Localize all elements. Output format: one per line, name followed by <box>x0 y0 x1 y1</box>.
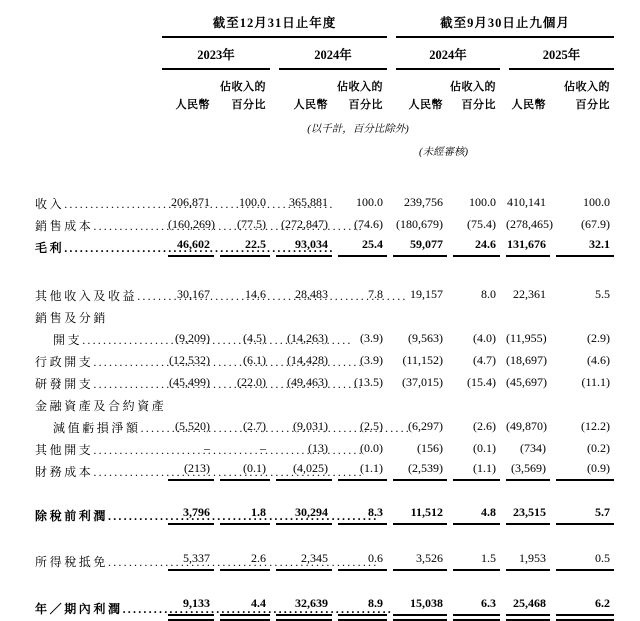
currency-header: 人民幣 <box>408 99 444 111</box>
cell-value: (49,463) <box>287 375 328 389</box>
table-row <box>35 214 614 236</box>
cell-value: 3,796 <box>168 505 214 525</box>
cell-value: (160,269) <box>168 217 215 231</box>
cell-value: (5,520) <box>175 419 210 433</box>
cell-value: 206,871 <box>171 195 210 209</box>
cell-value: (77.5) <box>237 217 266 231</box>
cell-value: 25.4 <box>338 237 387 257</box>
cell-value: 25,468 <box>506 596 550 621</box>
cell-value: 2.6 <box>220 551 270 571</box>
cell-value: (11,152) <box>402 353 444 367</box>
cell-value: (156) <box>417 441 444 455</box>
table-row <box>35 460 614 482</box>
row-label: 年／期內利潤 <box>35 602 123 616</box>
cell-value: 5.7 <box>556 505 614 525</box>
note-units-row <box>35 112 614 137</box>
cell-value: (67.9) <box>581 217 611 231</box>
currency-header: 人民幣 <box>511 99 547 111</box>
cell-value: 15,038 <box>393 596 447 621</box>
row-label: 減值虧損淨額 <box>53 420 141 435</box>
cell-value: 8.9 <box>338 596 387 621</box>
currency-header: 人民幣 <box>293 99 328 111</box>
period-group-9m <box>387 6 614 38</box>
row-label: 行政開支 <box>35 354 94 369</box>
spacer-row <box>35 258 614 284</box>
table-row <box>35 596 614 621</box>
cell-value: 7.8 <box>368 287 384 301</box>
cell-value: 5,337 <box>168 551 214 571</box>
table-row <box>35 372 614 394</box>
cell-value: (13) <box>308 441 328 455</box>
cell-value: 1.5 <box>453 551 500 571</box>
cell-value: 0.5 <box>556 551 614 571</box>
header-period-row <box>35 6 614 38</box>
table-row <box>35 284 614 306</box>
table-row <box>35 350 614 372</box>
period-group-fy <box>162 6 387 38</box>
cell-value: (4,025) <box>276 461 332 481</box>
cell-value: (1.1) <box>338 461 387 481</box>
row-label: 其他開支 <box>35 442 94 457</box>
pct-header-line2: 百分比 <box>575 99 611 111</box>
empty-corner-cell <box>35 6 162 38</box>
header-subrow-pct2 <box>35 94 614 112</box>
cell-value: 4.4 <box>220 596 270 621</box>
table-row <box>35 236 614 258</box>
cell-value: 22,361 <box>513 287 547 301</box>
cell-value: 100.0 <box>583 195 611 209</box>
row-label: 收入 <box>35 196 65 211</box>
cell-value: 30,167 <box>177 287 210 301</box>
cell-value: (2.5) <box>360 419 384 433</box>
cell-value: 410,141 <box>507 195 547 209</box>
cell-value: – <box>204 441 210 455</box>
row-label: 開支 <box>53 332 83 347</box>
cell-value: 4.8 <box>453 505 500 525</box>
cell-value: (4.5) <box>243 331 266 345</box>
cell-value: (9,031) <box>293 419 328 433</box>
cell-value: (45,697) <box>506 375 548 389</box>
row-label: 除稅前利潤 <box>35 508 109 523</box>
cell-value: (180,679) <box>396 217 444 231</box>
cell-value: 22.5 <box>220 237 270 257</box>
table-row <box>35 416 614 438</box>
cell-value: (13.5) <box>354 375 384 389</box>
cell-value: (278,465) <box>506 217 554 231</box>
dot-leader <box>108 555 378 570</box>
header-year-row <box>35 38 614 70</box>
pct-header-line1: 佔收入的 <box>220 81 266 93</box>
cell-value: 23,515 <box>506 505 550 525</box>
cell-value: 46,602 <box>168 237 214 257</box>
year-col-2025-9m: 2025年 <box>500 38 614 70</box>
year-col-2024-9m: 2024年 <box>387 38 500 70</box>
cell-value: (11,955) <box>506 331 547 345</box>
cell-value: (74.6) <box>354 217 384 231</box>
currency-header: 人民幣 <box>175 99 210 111</box>
cell-value: (3.9) <box>360 353 384 367</box>
cell-value: (3.9) <box>360 331 384 345</box>
cell-value: (272,847) <box>281 217 328 231</box>
table-row <box>35 328 614 350</box>
cell-value: 11,512 <box>393 505 447 525</box>
cell-value: (75.4) <box>467 217 497 231</box>
row-label: 銷售及分銷 <box>35 310 109 325</box>
cell-value: 6.2 <box>556 596 614 621</box>
cell-value: (12.2) <box>581 419 611 433</box>
cell-value: 59,077 <box>393 237 447 257</box>
row-label: 毛利 <box>35 240 65 255</box>
cell-value: (45,499) <box>169 375 210 389</box>
cell-value: (0.0) <box>360 441 384 455</box>
table-row <box>35 306 614 328</box>
spacer-row <box>35 526 614 550</box>
cell-value: (15.4) <box>467 375 497 389</box>
period-group-9m-title: 截至9月30日止九個月 <box>396 6 614 38</box>
table-row <box>35 394 614 416</box>
cell-value: (9,563) <box>408 331 444 345</box>
cell-value: (4.6) <box>587 353 611 367</box>
cell-value: (11.1) <box>581 375 611 389</box>
units-note: (以千計，百分比除外) <box>307 124 409 135</box>
cell-value: (2,539) <box>393 461 447 481</box>
cell-value: 365,881 <box>289 195 328 209</box>
pct-header-line2: 百分比 <box>461 99 497 111</box>
table-row <box>35 504 614 526</box>
cell-value: 0.6 <box>338 551 387 571</box>
cell-value: 8.3 <box>338 505 387 525</box>
cell-value: (2.7) <box>243 419 266 433</box>
cell-value: (4.7) <box>473 353 497 367</box>
header-subrow-pct1 <box>35 70 614 94</box>
cell-value: 93,034 <box>276 237 332 257</box>
row-label: 其他收入及收益 <box>35 288 138 303</box>
cell-value: (0.1) <box>220 461 270 481</box>
table-row <box>35 550 614 572</box>
cell-value: (6.1) <box>243 353 266 367</box>
cell-value: (22.0) <box>237 375 266 389</box>
row-label: 所得稅抵免 <box>35 554 109 569</box>
cell-value: 5.5 <box>595 287 611 301</box>
pct-header-line2: 百分比 <box>231 99 266 111</box>
cell-value: (49,870) <box>506 419 548 433</box>
cell-value: (1.1) <box>453 461 500 481</box>
note-unaudited-row <box>35 137 614 160</box>
year-col-2024-fy: 2024年 <box>270 38 387 70</box>
cell-value: 28,483 <box>295 287 328 301</box>
row-label: 研發開支 <box>35 376 94 391</box>
cell-value: (0.9) <box>556 461 614 481</box>
cell-value: 24.6 <box>453 237 500 257</box>
cell-value: (14,428) <box>287 353 328 367</box>
cell-value: (2.9) <box>587 331 611 345</box>
cell-value: 8.0 <box>481 287 497 301</box>
cell-value: (0.2) <box>587 441 611 455</box>
income-statement-table <box>35 6 614 621</box>
cell-value: (3,569) <box>506 461 550 481</box>
cell-value: 6.3 <box>453 596 500 621</box>
cell-value: (734) <box>520 441 547 455</box>
cell-value: 30,294 <box>276 505 332 525</box>
cell-value: (14,263) <box>287 331 328 345</box>
cell-value: (6,297) <box>408 419 444 433</box>
cell-value: 14.6 <box>245 287 266 301</box>
cell-value: 9,133 <box>168 596 214 621</box>
pct-header-line1: 佔收入的 <box>450 81 497 93</box>
row-label: 金融資產及合約資產 <box>35 398 167 413</box>
cell-value: 239,756 <box>404 195 444 209</box>
spacer-row <box>35 572 614 596</box>
period-group-fy-title: 截至12月31日止年度 <box>162 6 387 38</box>
table-row <box>35 192 614 214</box>
cell-value: (4.0) <box>473 331 497 345</box>
cell-value: 19,157 <box>410 287 444 301</box>
cell-value: (0.1) <box>473 441 497 455</box>
cell-value: (9,209) <box>175 331 210 345</box>
unaudited-note: (未經審核) <box>419 147 469 158</box>
pct-header-line2: 百分比 <box>348 99 384 111</box>
row-label: 銷售成本 <box>35 218 94 233</box>
spacer-row <box>35 160 614 192</box>
cell-value: (213) <box>168 461 214 481</box>
cell-value: 100.0 <box>356 195 384 209</box>
cell-value: 100.0 <box>469 195 497 209</box>
spacer-row <box>35 482 614 504</box>
cell-value: 100.0 <box>239 195 266 209</box>
cell-value: (18,697) <box>506 353 548 367</box>
cell-value: 32.1 <box>556 237 614 257</box>
cell-value: 3,526 <box>393 551 447 571</box>
cell-value: 32,639 <box>276 596 332 621</box>
cell-value: 1,953 <box>506 551 550 571</box>
year-col-2023: 2023年 <box>162 38 270 70</box>
cell-value: (12,532) <box>169 353 210 367</box>
row-label: 財務成本 <box>35 464 94 479</box>
pct-header-line1: 佔收入的 <box>564 81 611 93</box>
cell-value: (2.6) <box>473 419 497 433</box>
cell-value: 2,345 <box>276 551 332 571</box>
cell-value: 131,676 <box>506 237 550 257</box>
cell-value: – <box>260 441 266 455</box>
pct-header-line1: 佔收入的 <box>337 81 384 93</box>
dot-leader <box>108 509 378 524</box>
table-row <box>35 438 614 460</box>
cell-value: 1.8 <box>220 505 270 525</box>
cell-value: (37,015) <box>402 375 444 389</box>
